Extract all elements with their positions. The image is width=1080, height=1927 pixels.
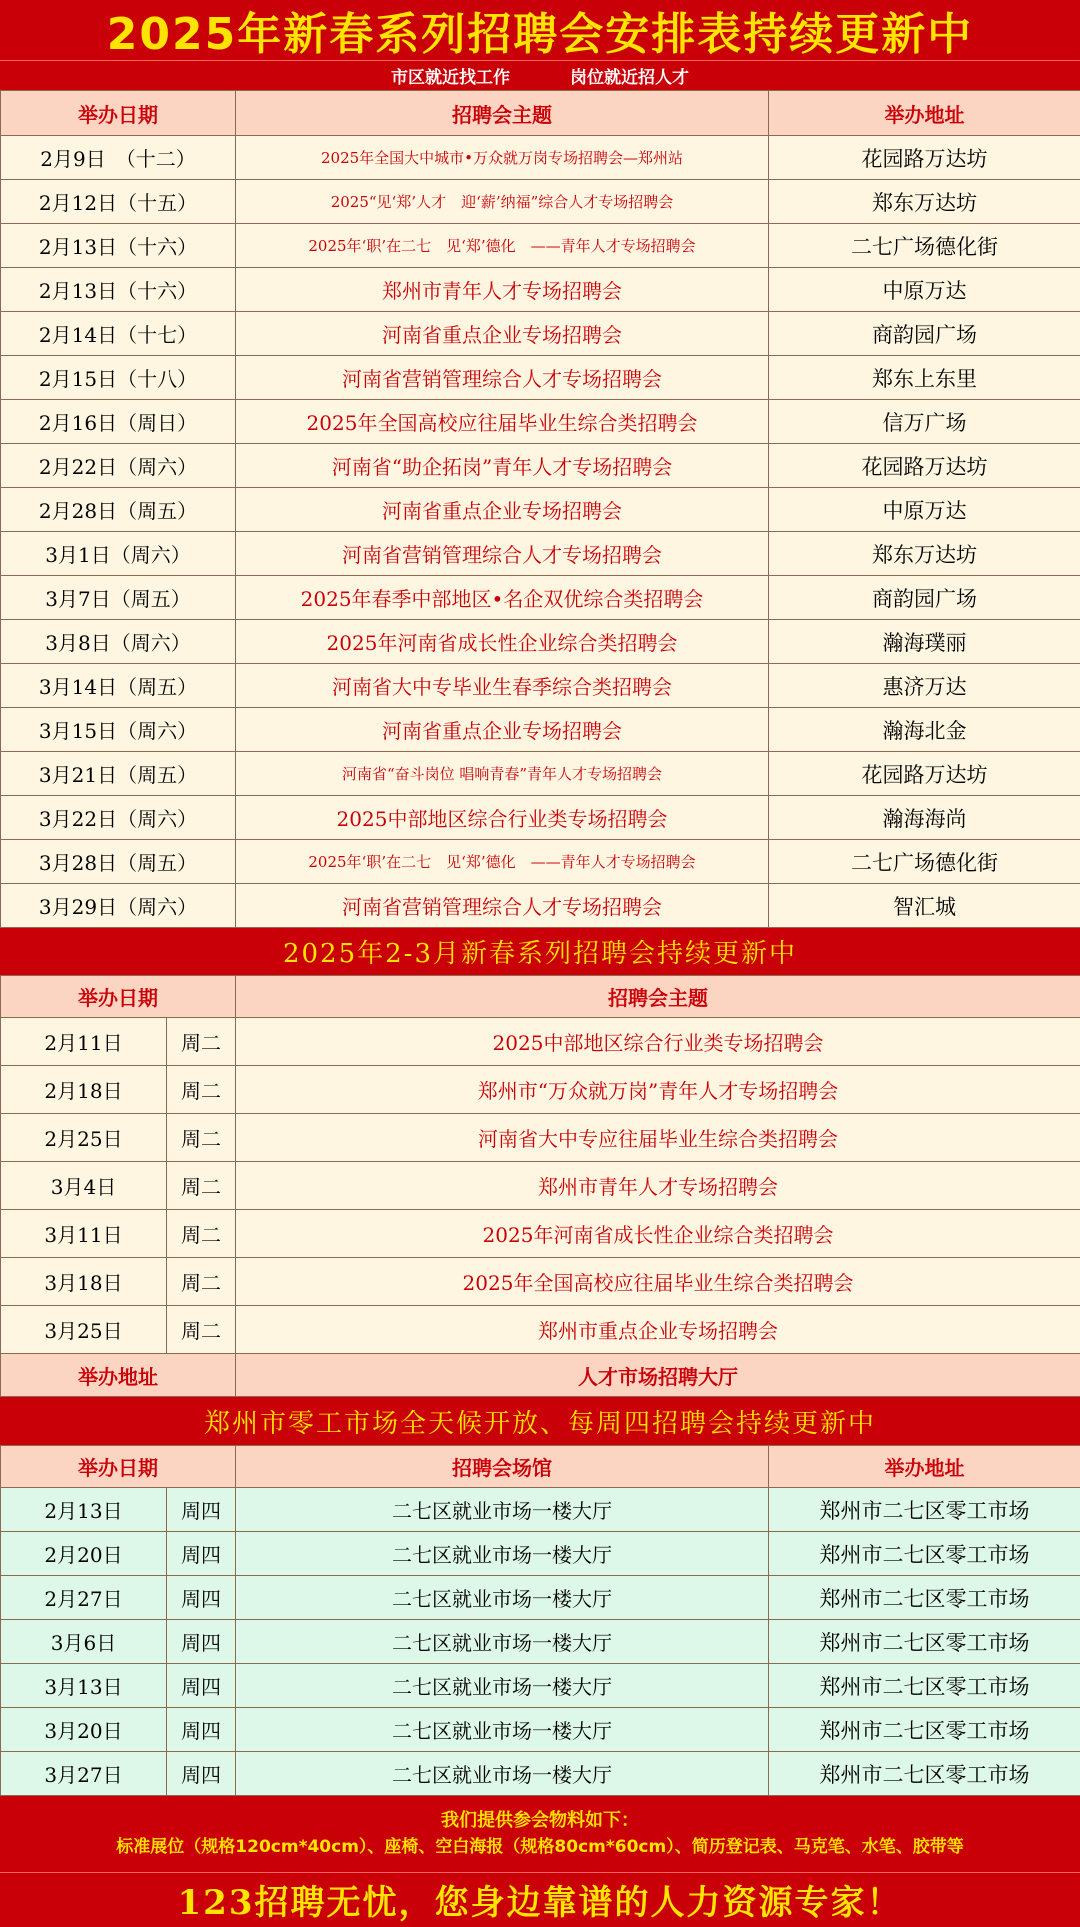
event-address: 郑州市二七区零工市场 xyxy=(769,1532,1080,1576)
schedule-table-main xyxy=(0,90,1080,928)
event-address: 郑东万达坊 xyxy=(769,180,1080,224)
event-address: 花园路万达坊 xyxy=(769,136,1080,180)
event-address: 花园路万达坊 xyxy=(769,444,1080,488)
event-theme: 河南省“奋斗岗位 唱响青春”青年人才专场招聘会 xyxy=(236,752,769,796)
event-address: 郑州市二七区零工市场 xyxy=(769,1488,1080,1532)
event-theme: 郑州市青年人才专场招聘会 xyxy=(236,268,769,312)
event-weekday: 周二 xyxy=(167,1018,236,1066)
table-row xyxy=(1,1708,1080,1752)
table-row xyxy=(1,664,1080,708)
event-date: 3月1日（周六） xyxy=(1,532,236,576)
event-theme: 2025年全国大中城市•万众就万岗专场招聘会—郑州站 xyxy=(236,136,769,180)
event-theme: 河南省重点企业专场招聘会 xyxy=(236,708,769,752)
event-theme: 2025年全国高校应往届毕业生综合类招聘会 xyxy=(236,1258,1080,1306)
event-date: 3月27日 xyxy=(1,1752,167,1796)
header-venue: 招聘会场馆 xyxy=(236,1446,769,1488)
event-weekday: 周四 xyxy=(167,1576,236,1620)
table-header-row xyxy=(1,1446,1080,1488)
event-date: 3月28日（周五） xyxy=(1,840,236,884)
event-date: 2月25日 xyxy=(1,1114,167,1162)
event-theme: 2025年‘职’在二七 见‘郑’德化 ——青年人才专场招聘会 xyxy=(236,224,769,268)
materials-info xyxy=(0,1796,1080,1872)
event-date: 3月21日（周五） xyxy=(1,752,236,796)
event-weekday: 周四 xyxy=(167,1752,236,1796)
event-address: 郑州市二七区零工市场 xyxy=(769,1664,1080,1708)
event-date: 3月25日 xyxy=(1,1306,167,1354)
event-address: 中原万达 xyxy=(769,268,1080,312)
event-address: 二七广场德化街 xyxy=(769,840,1080,884)
event-weekday: 周四 xyxy=(167,1620,236,1664)
event-date: 3月15日（周六） xyxy=(1,708,236,752)
address-value: 人才市场招聘大厅 xyxy=(236,1354,1080,1397)
event-address: 郑州市二七区零工市场 xyxy=(769,1576,1080,1620)
event-venue: 二七区就业市场一楼大厅 xyxy=(236,1576,769,1620)
materials-heading: 我们提供参会物料如下： xyxy=(441,1810,639,1831)
event-theme: 2025年‘职’在二七 见‘郑’德化 ——青年人才专场招聘会 xyxy=(236,840,769,884)
event-weekday: 周二 xyxy=(167,1114,236,1162)
table-row xyxy=(1,488,1080,532)
event-address: 郑州市二七区零工市场 xyxy=(769,1752,1080,1796)
event-date: 2月11日 xyxy=(1,1018,167,1066)
slogan-bar xyxy=(0,1872,1080,1925)
event-address: 郑东上东里 xyxy=(769,356,1080,400)
event-date: 2月12日（十五） xyxy=(1,180,236,224)
table-row xyxy=(1,1018,1080,1066)
table-row xyxy=(1,576,1080,620)
event-date: 2月14日（十七） xyxy=(1,312,236,356)
event-theme: 2025年全国高校应往届毕业生综合类招聘会 xyxy=(236,400,769,444)
subtitle-left: 市区就近找工作 xyxy=(391,68,510,88)
event-address: 商韵园广场 xyxy=(769,312,1080,356)
table-row xyxy=(1,708,1080,752)
event-address: 瀚海北金 xyxy=(769,708,1080,752)
header-address: 举办地址 xyxy=(769,91,1080,136)
section3-title-bar xyxy=(0,1397,1080,1445)
table-row xyxy=(1,1576,1080,1620)
event-theme: 河南省大中专应往届毕业生综合类招聘会 xyxy=(236,1114,1080,1162)
table-row xyxy=(1,444,1080,488)
address-label: 举办地址 xyxy=(1,1354,236,1397)
event-theme: 河南省营销管理综合人才专场招聘会 xyxy=(236,884,769,928)
event-date: 2月13日（十六） xyxy=(1,268,236,312)
event-theme: 河南省营销管理综合人才专场招聘会 xyxy=(236,356,769,400)
table-row xyxy=(1,840,1080,884)
table-header-row xyxy=(1,91,1080,136)
schedule-table-gig-market xyxy=(0,1445,1080,1796)
event-date: 2月16日（周日） xyxy=(1,400,236,444)
section3-title: 郑州市零工市场全天候开放、每周四招聘会持续更新中 xyxy=(203,1408,876,1439)
event-address: 惠济万达 xyxy=(769,664,1080,708)
event-weekday: 周二 xyxy=(167,1210,236,1258)
event-weekday: 周四 xyxy=(167,1532,236,1576)
header-date: 举办日期 xyxy=(1,976,236,1018)
event-address: 郑东万达坊 xyxy=(769,532,1080,576)
event-date: 3月4日 xyxy=(1,1162,167,1210)
slogan-text: 123招聘无忧，您身边靠谱的人力资源专家！ xyxy=(177,1882,903,1923)
event-address: 郑州市二七区零工市场 xyxy=(769,1708,1080,1752)
event-date: 3月20日 xyxy=(1,1708,167,1752)
event-date: 3月13日 xyxy=(1,1664,167,1708)
event-theme: 河南省“助企拓岗”青年人才专场招聘会 xyxy=(236,444,769,488)
subtitle-bar xyxy=(0,60,1080,90)
header-date: 举办日期 xyxy=(1,91,236,136)
event-theme: 2025年春季中部地区•名企双优综合类招聘会 xyxy=(236,576,769,620)
event-date: 3月18日 xyxy=(1,1258,167,1306)
event-address: 瀚海璞丽 xyxy=(769,620,1080,664)
materials-list: 标准展位（规格120cm*40cm）、座椅、空白海报（规格80cm*60cm）、简历登记表、马克笔、水笔、胶带等 xyxy=(116,1837,964,1857)
event-date: 2月13日 xyxy=(1,1488,167,1532)
event-date: 2月15日（十八） xyxy=(1,356,236,400)
event-address: 中原万达 xyxy=(769,488,1080,532)
table-row xyxy=(1,1488,1080,1532)
event-weekday: 周四 xyxy=(167,1488,236,1532)
event-theme: 2025中部地区综合行业类专场招聘会 xyxy=(236,796,769,840)
event-venue: 二七区就业市场一楼大厅 xyxy=(236,1488,769,1532)
event-date: 2月9日 （十二） xyxy=(1,136,236,180)
event-date: 2月13日（十六） xyxy=(1,224,236,268)
header-theme: 招聘会主题 xyxy=(236,976,1080,1018)
table-row xyxy=(1,356,1080,400)
event-date: 3月14日（周五） xyxy=(1,664,236,708)
subtitle-right: 岗位就近招人才 xyxy=(570,68,689,88)
event-address: 商韵园广场 xyxy=(769,576,1080,620)
page-title: 2025年新春系列招聘会安排表持续更新中 xyxy=(106,9,974,60)
table-row xyxy=(1,1664,1080,1708)
event-date: 2月27日 xyxy=(1,1576,167,1620)
table-row xyxy=(1,180,1080,224)
event-theme: 2025年河南省成长性企业综合类招聘会 xyxy=(236,620,769,664)
header-theme: 招聘会主题 xyxy=(236,91,769,136)
event-weekday: 周四 xyxy=(167,1664,236,1708)
event-weekday: 周二 xyxy=(167,1162,236,1210)
table-row xyxy=(1,532,1080,576)
event-theme: 郑州市青年人才专场招聘会 xyxy=(236,1162,1080,1210)
table-row xyxy=(1,884,1080,928)
table-row xyxy=(1,1620,1080,1664)
table-row xyxy=(1,1066,1080,1114)
event-theme: 2025年河南省成长性企业综合类招聘会 xyxy=(236,1210,1080,1258)
table-row xyxy=(1,224,1080,268)
event-theme: 郑州市重点企业专场招聘会 xyxy=(236,1306,1080,1354)
event-date: 3月29日（周六） xyxy=(1,884,236,928)
event-theme: 河南省营销管理综合人才专场招聘会 xyxy=(236,532,769,576)
event-venue: 二七区就业市场一楼大厅 xyxy=(236,1708,769,1752)
event-theme: 郑州市“万众就万岗”青年人才专场招聘会 xyxy=(236,1066,1080,1114)
schedule-table-talent-market xyxy=(0,975,1080,1397)
event-date: 3月6日 xyxy=(1,1620,167,1664)
title-bar xyxy=(0,0,1080,60)
event-theme: 河南省重点企业专场招聘会 xyxy=(236,488,769,532)
header-address: 举办地址 xyxy=(769,1446,1080,1488)
event-address: 二七广场德化街 xyxy=(769,224,1080,268)
section2-title-bar xyxy=(0,928,1080,975)
table-row xyxy=(1,1258,1080,1306)
event-venue: 二七区就业市场一楼大厅 xyxy=(236,1752,769,1796)
event-date: 3月11日 xyxy=(1,1210,167,1258)
event-weekday: 周四 xyxy=(167,1708,236,1752)
table-row xyxy=(1,752,1080,796)
section2-title: 2025年2-3月新春系列招聘会持续更新中 xyxy=(282,939,798,969)
table-row xyxy=(1,400,1080,444)
event-address: 郑州市二七区零工市场 xyxy=(769,1620,1080,1664)
table-row xyxy=(1,796,1080,840)
event-date: 2月20日 xyxy=(1,1532,167,1576)
table-row xyxy=(1,620,1080,664)
event-weekday: 周二 xyxy=(167,1258,236,1306)
table-row xyxy=(1,312,1080,356)
event-address: 信万广场 xyxy=(769,400,1080,444)
event-address: 智汇城 xyxy=(769,884,1080,928)
event-weekday: 周二 xyxy=(167,1306,236,1354)
table-row xyxy=(1,1306,1080,1354)
event-theme: 河南省重点企业专场招聘会 xyxy=(236,312,769,356)
event-date: 2月18日 xyxy=(1,1066,167,1114)
event-address: 瀚海海尚 xyxy=(769,796,1080,840)
table-row xyxy=(1,1752,1080,1796)
table-row xyxy=(1,1210,1080,1258)
event-address: 花园路万达坊 xyxy=(769,752,1080,796)
event-date: 3月7日（周五） xyxy=(1,576,236,620)
event-venue: 二七区就业市场一楼大厅 xyxy=(236,1664,769,1708)
event-weekday: 周二 xyxy=(167,1066,236,1114)
table-row xyxy=(1,136,1080,180)
event-theme: 2025中部地区综合行业类专场招聘会 xyxy=(236,1018,1080,1066)
address-row xyxy=(1,1354,1080,1397)
event-theme: 2025“见‘郑’人才 迎‘薪’纳福”综合人才专场招聘会 xyxy=(236,180,769,224)
event-theme: 河南省大中专毕业生春季综合类招聘会 xyxy=(236,664,769,708)
event-date: 2月22日（周六） xyxy=(1,444,236,488)
table-row xyxy=(1,1532,1080,1576)
event-venue: 二七区就业市场一楼大厅 xyxy=(236,1532,769,1576)
table-header-row xyxy=(1,976,1080,1018)
table-row xyxy=(1,1114,1080,1162)
event-date: 3月22日（周六） xyxy=(1,796,236,840)
event-date: 2月28日（周五） xyxy=(1,488,236,532)
event-venue: 二七区就业市场一楼大厅 xyxy=(236,1620,769,1664)
table-row xyxy=(1,1162,1080,1210)
table-row xyxy=(1,268,1080,312)
event-date: 3月8日（周六） xyxy=(1,620,236,664)
header-date: 举办日期 xyxy=(1,1446,236,1488)
